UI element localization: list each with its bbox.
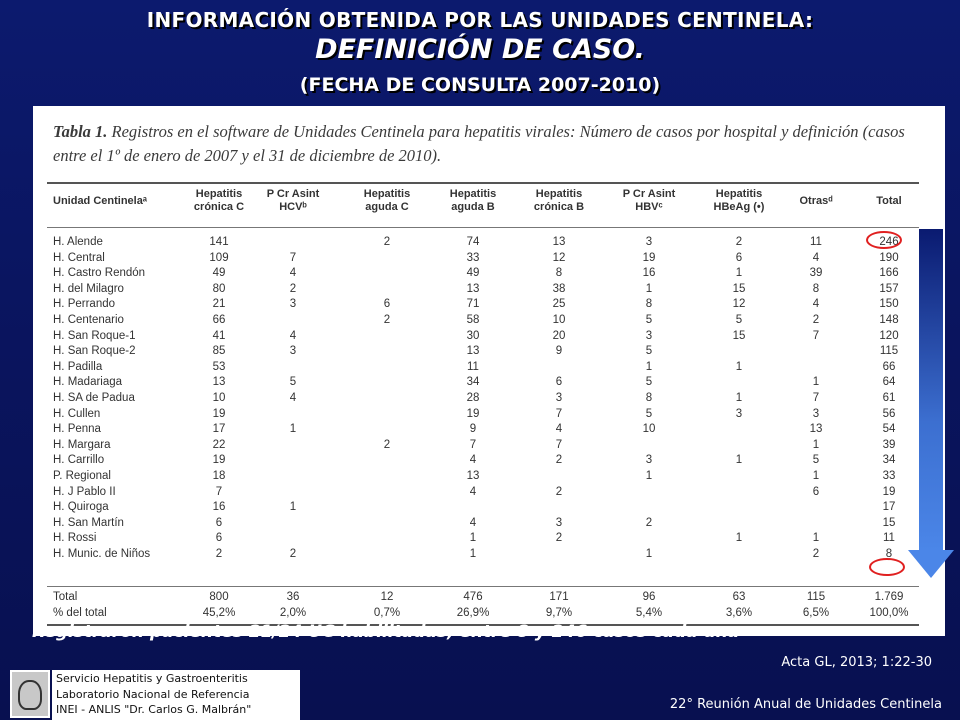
- institution-line-3: INEI - ANLIS "Dr. Carlos G. Malbrán": [56, 703, 252, 716]
- table-row: [33, 235, 945, 251]
- table-cell: 5: [812, 454, 820, 467]
- table-cell: 30: [466, 329, 480, 342]
- table-cell: 66: [882, 360, 896, 373]
- table-cell: 4: [555, 423, 563, 436]
- ticker-label: Registraron pacientes 21/24 UC habilitadas, entre 8 y 246 casos cada una: [32, 622, 740, 642]
- institution-text: [52, 670, 300, 720]
- table-cell: 19: [642, 251, 656, 264]
- title-line-1: INFORMACIÓN OBTENIDA POR LAS UNIDADES CENTINELA:: [146, 8, 814, 32]
- caption-text: Registros en el software de Unidades Centinela para hepatitis virales: Número de casos por hospital y definición (casos entre el 1º de enero de 2007 y el 31 de diciembre de 2010).: [53, 122, 905, 165]
- table-panel: [33, 106, 945, 636]
- column-header-line: Unidad Centinelaᵃ: [53, 195, 147, 207]
- table-cell: 0,7%: [373, 606, 401, 619]
- column-header-line: Hepatitis: [715, 188, 763, 200]
- row-label: H. Madariaga: [53, 376, 123, 389]
- table-cell: 15: [732, 329, 746, 342]
- table-cell: 3: [735, 407, 743, 420]
- table-cell: 13: [809, 423, 823, 436]
- table-cell: 8: [885, 547, 893, 560]
- table-cell: 5: [735, 313, 743, 326]
- table-cell: 12: [732, 298, 746, 311]
- table-row: [33, 329, 945, 345]
- table-cell: 56: [882, 407, 896, 420]
- table-cell: 1: [812, 532, 820, 545]
- table-cell: 2: [383, 438, 391, 451]
- table-row: [33, 469, 945, 485]
- table-cell: 25: [552, 298, 566, 311]
- table-row: [33, 500, 945, 516]
- table-cell: 26,9%: [456, 606, 490, 619]
- table-cell: 6: [215, 516, 223, 529]
- table-cell: 8: [555, 267, 563, 280]
- table-cell: 1: [735, 454, 743, 467]
- table-cell: 41: [212, 329, 226, 342]
- table-cell: 7: [555, 438, 563, 451]
- table-cell: 10: [552, 313, 566, 326]
- table-cell: 9: [469, 423, 477, 436]
- table-cell: 11: [810, 236, 822, 248]
- table-cell: 6: [215, 532, 223, 545]
- table-cell: 3,6%: [725, 606, 753, 619]
- table-cell: 2: [289, 547, 297, 560]
- column-header-line: Total: [876, 195, 902, 207]
- down-arrow-head-icon: [908, 550, 954, 578]
- row-label: H. Perrando: [53, 298, 116, 311]
- table-cell: 1: [469, 547, 477, 560]
- table-cell: 39: [882, 438, 896, 451]
- column-header: [859, 195, 919, 208]
- table-cell: 120: [879, 329, 899, 342]
- table-cell: 66: [212, 313, 226, 326]
- table-cell: 16: [642, 267, 656, 280]
- table-cell: 3: [555, 391, 563, 404]
- table-cell: 1: [812, 469, 820, 482]
- column-header-line: Hepatitis: [535, 188, 583, 200]
- table-cell: 96: [642, 591, 656, 603]
- column-header-line: Otrasᵈ: [799, 195, 833, 207]
- column-header-line: crónica B: [533, 201, 585, 213]
- table-cell: 8: [812, 282, 820, 295]
- table-cell: 5: [645, 407, 653, 420]
- table-cell: 71: [466, 298, 480, 311]
- column-header: [791, 195, 841, 208]
- table-cell: 1: [469, 532, 477, 545]
- table-row: [33, 453, 945, 469]
- row-label: % del total: [53, 606, 107, 619]
- table-cell: 157: [879, 282, 899, 295]
- table-cell: 2: [383, 236, 391, 248]
- row-label: P. Regional: [53, 469, 111, 482]
- row-label: Total: [53, 591, 78, 603]
- table-cell: 3: [289, 298, 297, 311]
- institution-line-2: Laboratorio Nacional de Referencia: [56, 687, 250, 701]
- table-row: [33, 391, 945, 407]
- institution-line-1: Servicio Hepatitis y Gastroenteritis: [56, 672, 248, 685]
- table-cell: 2: [735, 236, 743, 248]
- table-cell: 246: [879, 236, 899, 248]
- row-label: H. Quiroga: [53, 501, 109, 514]
- table-cell: 4: [812, 251, 820, 264]
- table-cell: 1: [812, 376, 820, 389]
- table-cell: 115: [879, 345, 899, 358]
- table-cell: 4: [289, 267, 297, 280]
- column-header-line: HCVᵇ: [279, 201, 307, 213]
- table-totals-rule: [47, 586, 919, 587]
- row-label: H. Carrillo: [53, 454, 105, 467]
- table-cell: 34: [466, 376, 480, 389]
- caption-label: Tabla 1.: [53, 122, 108, 141]
- table-body: [33, 235, 945, 562]
- column-header: [521, 188, 597, 214]
- row-label: H. Rossi: [53, 532, 97, 545]
- table-cell: 13: [466, 469, 480, 482]
- table-cell: 1: [735, 267, 743, 280]
- citation: Acta GL, 2013; 1:22-30: [781, 655, 932, 670]
- table-row: [33, 251, 945, 267]
- table-cell: 74: [466, 236, 480, 248]
- table-cell: 1: [645, 469, 653, 482]
- table-cell: 17: [212, 423, 226, 436]
- row-label: H. Central: [53, 251, 105, 264]
- row-label: H. San Roque-2: [53, 345, 136, 358]
- table-cell: 7: [555, 407, 563, 420]
- table-cell: 10: [642, 423, 656, 436]
- table-cell: 28: [466, 391, 480, 404]
- table-cell: 16: [212, 501, 226, 514]
- table-row: [33, 485, 945, 501]
- table-cell: 141: [209, 236, 229, 248]
- title-line-3: (FECHA DE CONSULTA 2007-2010): [299, 74, 661, 96]
- table-row: [33, 313, 945, 329]
- column-header-line: HBVᶜ: [635, 201, 663, 213]
- ticker-text: [0, 620, 960, 648]
- table-cell: 9,7%: [545, 606, 573, 619]
- table-cell: 4: [469, 516, 477, 529]
- column-header-line: Hepatitis: [449, 188, 497, 200]
- institution-block: [10, 668, 300, 720]
- column-header: [181, 188, 257, 214]
- table-cell: 80: [212, 282, 226, 295]
- table-row: [33, 547, 945, 563]
- table-cell: 11: [467, 360, 479, 373]
- table-cell: 7: [812, 329, 820, 342]
- table-cell: 3: [289, 345, 297, 358]
- row-label: H. Padilla: [53, 360, 103, 373]
- column-header-line: crónica C: [193, 201, 245, 213]
- row-label: H. Cullen: [53, 407, 101, 420]
- table-cell: 148: [879, 313, 899, 326]
- table-cell: 10: [212, 391, 226, 404]
- highlight-circle-min: [869, 558, 905, 576]
- table-cell: 6: [735, 251, 743, 264]
- column-header-line: Hepatitis: [195, 188, 243, 200]
- table-cell: 1: [735, 391, 743, 404]
- institution-logo-icon: [10, 670, 50, 718]
- column-header-line: P Cr Asint: [622, 188, 676, 200]
- table-cell: 4: [289, 329, 297, 342]
- table-cell: 33: [466, 251, 480, 264]
- highlight-circle-max: [866, 231, 902, 249]
- column-header: [611, 188, 687, 214]
- table-row: [33, 516, 945, 532]
- column-header: [435, 188, 511, 214]
- table-row: [33, 282, 945, 298]
- table-row: [33, 407, 945, 423]
- table-cell: 49: [466, 267, 480, 280]
- table-cell: 3: [645, 329, 653, 342]
- table-cell: 45,2%: [202, 606, 236, 619]
- table-cell: 4: [812, 298, 820, 311]
- table-cell: 54: [882, 423, 896, 436]
- row-label: H. Castro Rendón: [53, 267, 146, 280]
- table-cell: 2: [383, 313, 391, 326]
- table-cell: 1: [645, 360, 653, 373]
- table-cell: 85: [212, 345, 226, 358]
- table-cell: 2: [215, 547, 223, 560]
- column-header: [701, 188, 777, 214]
- table-cell: 1: [645, 282, 653, 295]
- row-label: H. Penna: [53, 423, 101, 436]
- table-cell: 18: [212, 469, 226, 482]
- table-row: [33, 531, 945, 547]
- table-cell: 2: [555, 485, 563, 498]
- table-cell: 166: [879, 267, 899, 280]
- table-caption: [53, 120, 933, 168]
- table-top-rule: [47, 182, 919, 184]
- table-cell: 100,0%: [869, 606, 909, 619]
- row-label: H. Centenario: [53, 313, 124, 326]
- table-cell: 6: [383, 298, 391, 311]
- table-cell: 1: [812, 438, 820, 451]
- table-cell: 3: [555, 516, 563, 529]
- table-totals: [33, 590, 945, 621]
- table-cell: 2: [555, 454, 563, 467]
- table-cell: 61: [882, 391, 896, 404]
- table-cell: 8: [645, 298, 653, 311]
- table-cell: 4: [289, 391, 297, 404]
- table-cell: 11: [883, 532, 895, 545]
- table-cell: 39: [809, 267, 823, 280]
- table-row: [33, 360, 945, 376]
- table-cell: 15: [882, 516, 896, 529]
- table-cell: 22: [212, 438, 226, 451]
- table-cell: 13: [466, 345, 480, 358]
- row-label: H. Munic. de Niños: [53, 547, 151, 560]
- table-row: [33, 375, 945, 391]
- table-cell: 1: [289, 423, 297, 436]
- table-cell: 9: [555, 345, 563, 358]
- table-cell: 13: [212, 376, 226, 389]
- column-header-line: HBeAg (•): [713, 201, 765, 213]
- table-row: [33, 590, 945, 606]
- column-header-line: Hepatitis: [363, 188, 411, 200]
- column-header-line: aguda B: [451, 201, 495, 213]
- table-cell: 34: [882, 454, 896, 467]
- table-cell: 6,5%: [802, 606, 830, 619]
- table-cell: 58: [466, 313, 480, 326]
- table-row: [33, 438, 945, 454]
- table-cell: 2,0%: [279, 606, 307, 619]
- table-row: [33, 344, 945, 360]
- table-cell: 15: [732, 282, 746, 295]
- row-label: H. San Martín: [53, 516, 124, 529]
- row-label: H. Margara: [53, 438, 111, 451]
- column-header: [349, 188, 425, 214]
- table-cell: 1: [735, 360, 743, 373]
- table-cell: 476: [463, 591, 483, 603]
- table-cell: 3: [645, 454, 653, 467]
- table-cell: 49: [212, 267, 226, 280]
- table-cell: 2: [555, 532, 563, 545]
- table-cell: 5: [645, 313, 653, 326]
- table-row: [33, 266, 945, 282]
- row-label: H. San Roque-1: [53, 329, 136, 342]
- column-header-line: aguda C: [365, 201, 409, 213]
- table-cell: 171: [549, 591, 569, 603]
- table-cell: 17: [882, 501, 896, 514]
- table-cell: 13: [466, 282, 480, 295]
- table-cell: 7: [812, 391, 820, 404]
- table-header-rule: [47, 227, 919, 228]
- table-cell: 1: [735, 532, 743, 545]
- table-cell: 1.769: [874, 591, 904, 603]
- table-cell: 12: [380, 591, 394, 603]
- table-cell: 5,4%: [635, 606, 663, 619]
- table-cell: 190: [879, 251, 899, 264]
- table-cell: 2: [812, 547, 820, 560]
- table-cell: 21: [212, 298, 226, 311]
- table-cell: 3: [812, 407, 820, 420]
- table-cell: 6: [812, 485, 820, 498]
- table-row: [33, 422, 945, 438]
- slide-header: [0, 0, 960, 106]
- column-header: [255, 188, 331, 214]
- table-cell: 19: [882, 485, 896, 498]
- table-cell: 20: [552, 329, 566, 342]
- table-cell: 4: [469, 485, 477, 498]
- table-cell: 5: [289, 376, 297, 389]
- table-cell: 6: [555, 376, 563, 389]
- down-arrow-icon: [919, 229, 943, 551]
- table-cell: 38: [552, 282, 566, 295]
- table-cell: 7: [215, 485, 223, 498]
- table-cell: 7: [289, 251, 297, 264]
- table-row: [33, 297, 945, 313]
- table-cell: 2: [645, 516, 653, 529]
- table-cell: 7: [469, 438, 477, 451]
- table-cell: 150: [879, 298, 899, 311]
- table-cell: 63: [732, 591, 746, 603]
- row-label: H. Alende: [53, 236, 103, 248]
- table-cell: 4: [469, 454, 477, 467]
- table-cell: 19: [212, 407, 226, 420]
- table-cell: 800: [209, 591, 229, 603]
- table-cell: 36: [286, 591, 300, 603]
- table-cell: 19: [466, 407, 480, 420]
- table-cell: 2: [289, 282, 297, 295]
- table-cell: 5: [645, 345, 653, 358]
- row-label: H. J Pablo II: [53, 485, 116, 498]
- row-label: H. SA de Padua: [53, 391, 135, 404]
- table-cell: 3: [645, 236, 653, 248]
- table-cell: 8: [645, 391, 653, 404]
- title-line-2: DEFINICIÓN DE CASO.: [315, 34, 645, 65]
- column-header-line: P Cr Asint: [266, 188, 320, 200]
- table-cell: 1: [645, 547, 653, 560]
- table-cell: 12: [552, 251, 566, 264]
- table-cell: 64: [882, 376, 896, 389]
- table-cell: 19: [212, 454, 226, 467]
- meeting-label: 22° Reunión Anual de Unidades Centinela: [669, 697, 942, 712]
- table-cell: 33: [882, 469, 896, 482]
- table-cell: 53: [212, 360, 226, 373]
- table-row: [33, 606, 945, 622]
- table-cell: 5: [645, 376, 653, 389]
- table-cell: 109: [209, 251, 229, 264]
- table-cell: 1: [289, 501, 297, 514]
- table-cell: 115: [806, 591, 826, 603]
- row-label: H. del Milagro: [53, 282, 124, 295]
- table-cell: 2: [812, 313, 820, 326]
- table-cell: 13: [552, 236, 566, 248]
